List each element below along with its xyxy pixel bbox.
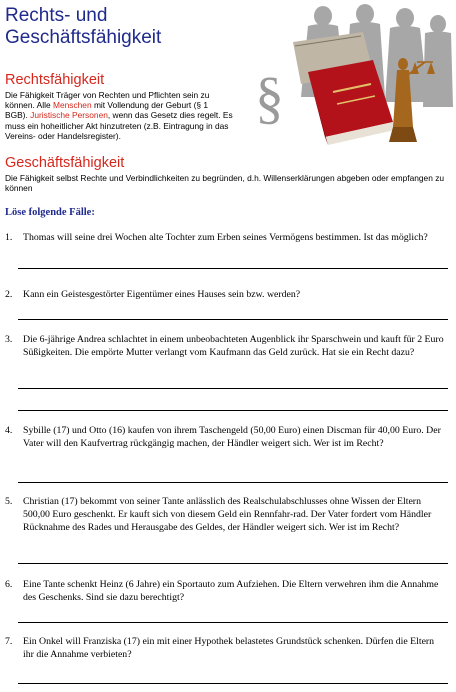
juristische-personen-highlight: Juristische Personen: [30, 110, 108, 121]
answer-line: [18, 622, 448, 623]
section-heading-geschaeftsfaehigkeit: Geschäftsfähigkeit: [5, 155, 125, 171]
answer-line: [18, 319, 448, 320]
question-5: 5. Christian (17) bekommt von seiner Tante anlässlich des Realschulabschlusses ohne Wissen der Eltern 500,00 Euro geschenkt. Er kauft sich von diesem Geld ein Rennfahr-rad. Der Vater fordert vom Händler Rücknahme des Rades und Herausgabe des Geldes, der Händler weigert sich. Wer ist im Recht?: [5, 496, 432, 533]
section-heading-rechtsfaehigkeit: Rechtsfähigkeit: [5, 72, 105, 88]
tasks-heading: Löse folgende Fälle:: [5, 207, 95, 218]
page-title: Rechts- und Geschäftsfähigkeit: [5, 5, 162, 48]
answer-line: [18, 268, 448, 269]
rechtsfaehigkeit-text: Die Fähigkeit Träger von Rechten und Pflichten sein zu können. Alle Menschen mit Vollendung der Geburt (§ 1 BGB). Juristische Personen, wenn das Gesetz dies regelt. Es muss ein hoheitlicher Akt hinzutreten (z.B. Eintragung in das Vereins- oder Handelsregister).: [5, 90, 233, 141]
question-1: 1. Thomas will seine drei Wochen alte Tochter zum Erben seines Vermögens bestimmen. Ist das möglich?: [5, 232, 428, 243]
question-4: 4. Sybille (17) und Otto (16) kaufen von ihrem Taschengeld (50,00 Euro) einen Discman für 40,00 Euro. Der Vater will den Kaufvertrag rückgängig machen, der Händler weigert sich. Wer ist im Recht?: [5, 425, 441, 449]
menschen-highlight: Menschen: [52, 100, 92, 111]
answer-line: [18, 482, 448, 483]
paragraph-sign-icon: §: [255, 65, 284, 130]
question-6: 6. Eine Tante schenkt Heinz (6 Jahre) ein Sportauto zum Aufziehen. Die Eltern verwehren ihm die Annahme des Geschenks. Sind sie dazu berechtigt?: [5, 579, 439, 603]
geschaeftsfaehigkeit-text: Die Fähigkeit selbst Rechte und Verbindlichkeiten zu begründen, d.h. Willenserklärungen abgeben oder empfangen zu können: [5, 173, 445, 194]
answer-line: [18, 683, 448, 684]
question-7: 7. Ein Onkel will Franziska (17) ein mit einer Hypothek belastetes Grundstück schenken. Dürfen die Eltern ihr die Annahme verbieten?: [5, 636, 435, 660]
answer-line: [18, 563, 448, 564]
law-illustration: [253, 2, 453, 150]
question-3: 3. Die 6-jährige Andrea schlachtet in einem unbeobachteten Augenblick ihr Sparschwein und kauft für 2 Euro Süßigkeiten. Die empörte Mutter verlangt vom Kaufmann das Geld zurück. Hat sie ein Recht dazu?: [5, 334, 444, 358]
answer-line: [18, 388, 448, 389]
answer-line: [18, 410, 448, 411]
question-2: 2. Kann ein Geistesgestörter Eigentümer eines Hauses sein bzw. werden?: [5, 289, 301, 300]
